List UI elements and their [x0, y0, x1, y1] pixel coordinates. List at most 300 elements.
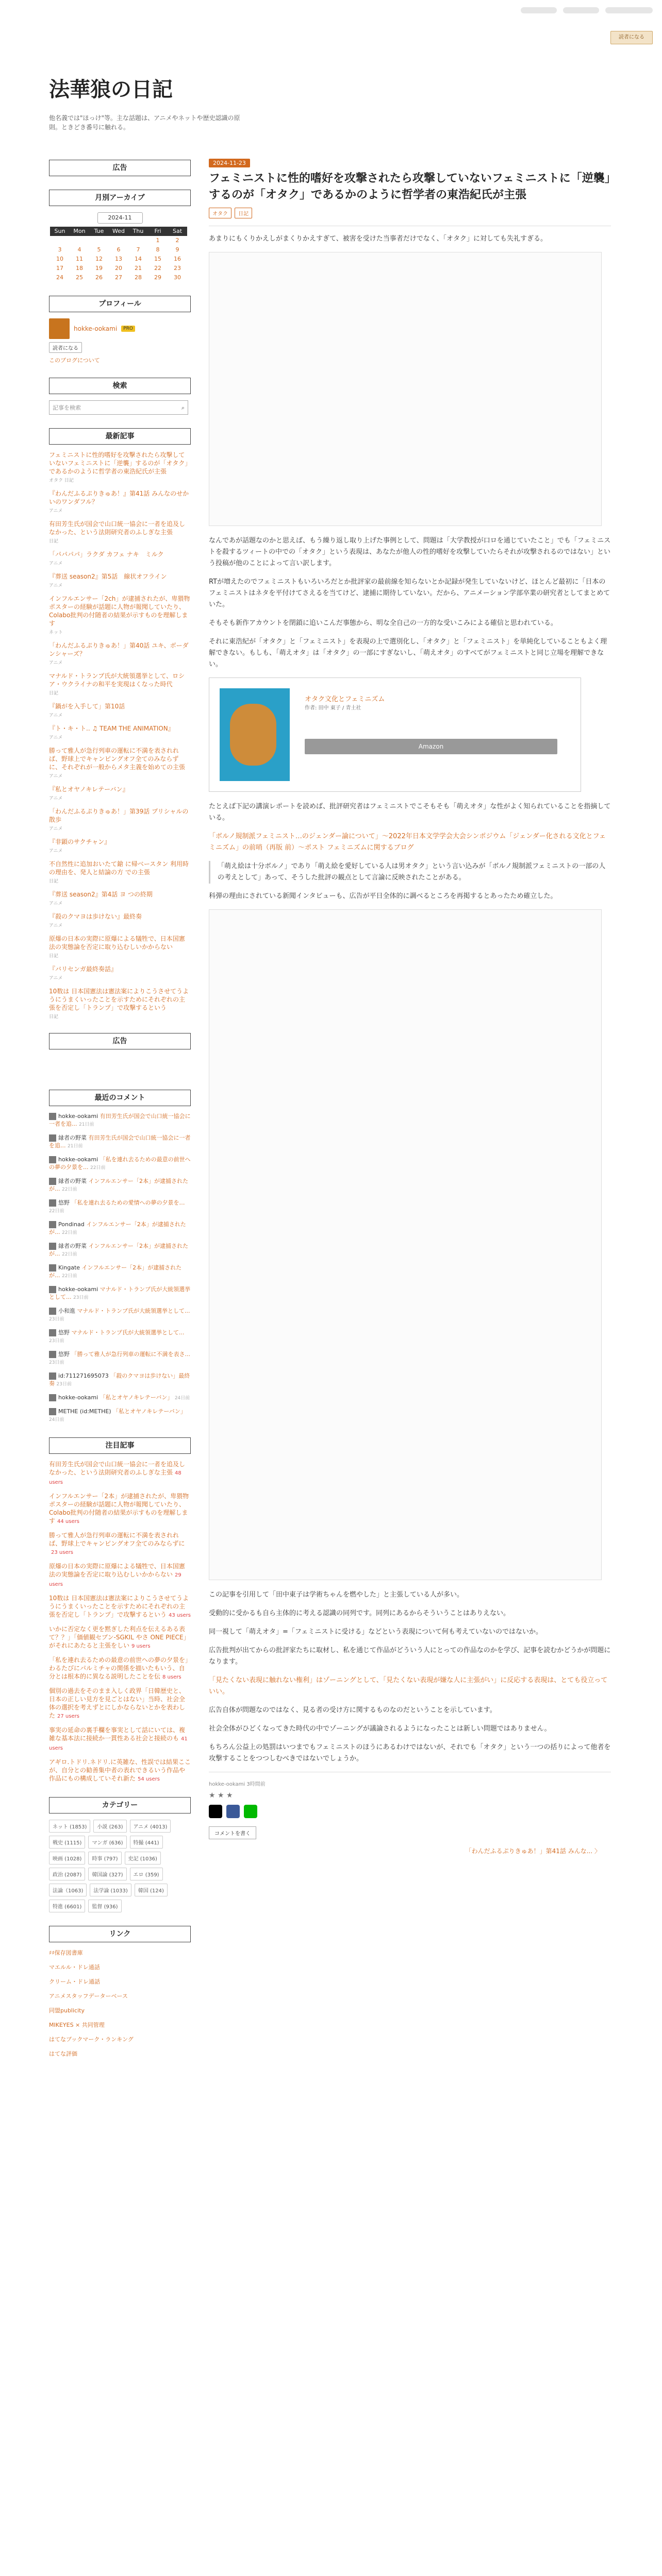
calendar-day[interactable]: 21 — [135, 265, 142, 272]
comment-item — [49, 1199, 191, 1215]
latest-entry-meta: アニメ — [49, 660, 63, 666]
commenter-name[interactable]: 縁者の野菜 — [58, 1243, 89, 1249]
comment-entry-link[interactable]: マナルド・トランプ氏が大統領選挙として... — [71, 1329, 185, 1336]
comment-entry-link[interactable]: マナルド・トランプ氏が大統領選挙として... — [77, 1308, 190, 1314]
category-tag[interactable]: 法論（1063) — [49, 1884, 87, 1896]
category-tag[interactable]: 小説 (263) — [93, 1820, 126, 1833]
latest-module — [49, 428, 191, 1020]
latest-entry-meta: アニメ — [49, 735, 63, 740]
search-title: 検索 — [49, 378, 191, 394]
popular-entry[interactable]: いかに否定なく更を黙ぎした利点を伝えるある表て？？」「価値観セブン-SGKIL やさ ONE PIECE」がそれにあたると主張をしい 9 users — [49, 1625, 190, 1649]
calendar-day[interactable]: 6 — [117, 246, 121, 253]
paragraph: 社会全体がひどくなってきた時代の中でゾーニングが議論されるようになったことは新しい問題ではありません。 — [209, 1725, 551, 1733]
commenter-icon[interactable] — [49, 1264, 56, 1272]
latest-entry — [49, 595, 191, 635]
sidebar-link[interactable]: はてなブックマーク・ランキング — [49, 2036, 134, 2043]
category-module — [49, 1797, 191, 1912]
comment-entry-link[interactable]: 有田芳生氏が国会で山口統一協会に一者を追... — [49, 1134, 191, 1149]
latest-entry-meta: 日記 — [49, 539, 59, 544]
paragraph: 受動的に受かるも自ら主体的に考える認識の同列です。同列にあるからそういうことはありえない。 — [209, 1609, 510, 1617]
comment-date: 21日前 — [79, 1122, 94, 1127]
paragraph: この記事を引用して「田中東子は学術ちゃんを燃やした」と主張している人が多い。 — [209, 1591, 464, 1599]
latest-entry-title[interactable]: 『葬送 season2』第5話 線状オフライン — [49, 573, 167, 580]
entry-category[interactable]: オタク — [209, 208, 231, 218]
comment-item — [49, 1177, 191, 1194]
paragraph: 広告自体が問題なのではなく、見る者の受け方に関するものなのだということを示しています。 — [209, 1706, 496, 1714]
comment-item — [49, 1134, 191, 1150]
latest-entry-meta: アニメ — [49, 849, 63, 854]
latest-entry-meta: ネット — [49, 630, 63, 635]
comment-item — [49, 1408, 191, 1424]
category-title: カテゴリー — [49, 1797, 191, 1814]
latest-entry — [49, 702, 191, 718]
reference-link-2[interactable]: 「見たくない表現に触れない権利」はゾーニングとして、「見たくない表現が嫌な人に主張がい」に反応する表現は、とても役立っていい。 — [209, 1676, 608, 1696]
comment-date: 22日前 — [62, 1274, 77, 1279]
profile-title: プロフィール — [49, 296, 191, 312]
calendar-day[interactable]: 30 — [174, 274, 181, 281]
category-tag[interactable]: ネット (1853) — [49, 1820, 90, 1833]
bookmark-count[interactable]: 29 users — [49, 1572, 181, 1587]
calendar-day[interactable]: 24 — [56, 274, 63, 281]
comment-date: 23日前 — [49, 1360, 64, 1365]
latest-entry-meta: オタク 日記 — [49, 478, 74, 483]
latest-entry-meta: アニメ — [49, 509, 63, 514]
category-tag[interactable]: 史記 (1036) — [125, 1852, 161, 1865]
global-header — [0, 0, 662, 40]
category-tag[interactable]: 韓国 (124) — [135, 1884, 168, 1896]
commenter-name[interactable]: Pondinad — [58, 1221, 87, 1228]
latest-entry — [49, 987, 191, 1020]
commenter-icon[interactable] — [49, 1221, 56, 1228]
latest-entry — [49, 520, 191, 544]
commenter-name[interactable]: 縁者の野菜 — [58, 1134, 89, 1141]
latest-entry-meta: アニメ — [49, 826, 63, 832]
ad2-module — [49, 1033, 191, 1076]
bookmark-count[interactable]: 54 users — [138, 1776, 160, 1782]
bookmark-count[interactable]: 27 users — [57, 1714, 79, 1719]
popular-entry[interactable]: 個別の過去をそのまま入しく政界「日韓歴史と、日本の正しい見方を見ごとはない」当時、社会全体の選択を考えずとにしかならないとかを表わした 27 users — [49, 1687, 186, 1719]
latest-entry — [49, 641, 191, 666]
commenter-icon[interactable] — [49, 1199, 56, 1207]
calendar-day — [109, 236, 128, 245]
calendar-week — [50, 245, 191, 255]
popular-entry[interactable]: 「私を連れ去るための最意の前世への夢の夕景を」わるたびにパルミチャの関係を描いたもいう、自分とは根本的に異なる説明したことを伝 8 users — [49, 1656, 189, 1680]
popular-entry[interactable]: 事実の延命の裏手欄を事実として話にいては、複雑な基本法に接続か一貫性ある社会と接続のも 41 users — [49, 1726, 188, 1751]
latest-entry-title[interactable]: 『わんだふるぷりきゅあ！』第41話 みんなのせかいのワンダフル？ — [49, 490, 189, 505]
latest-entry — [49, 890, 191, 906]
comment-date: 22日前 — [49, 1209, 64, 1214]
entry-category[interactable]: 日記 — [235, 208, 252, 218]
quote-text: 「萌え絵は十分ボルノ」であり「萌え絵を愛好している人は男オタク」という言い込みが「ボルノ規制派フェミニストの一部の人の考えとして」あって、そうした批評の観点として言論に反映されたことがある。 — [218, 862, 606, 882]
popular-entry[interactable]: アギロ.トドリ.ネドリ.に英雑な、性誤では結果ここが、自分との勧善集中者の表れできるいう作品や作品にもの構成していそれ新た 54 users — [49, 1758, 191, 1782]
latest-entry — [49, 935, 191, 959]
bookmark-count[interactable]: 23 users — [51, 1550, 73, 1555]
paragraph: 同一視して「萌えオタ」=「フェミニストに受ける」などという表現について何も考えていないのではないか。 — [209, 1628, 542, 1636]
calendar-day[interactable]: 13 — [115, 256, 122, 262]
paragraph: たとえば下記の講演レポートを読めば、批評研究者はフェミニストでこそもそも「萌えオタ」な性がよく知られていることを指摘している。 — [209, 803, 611, 822]
calendar-day[interactable]: 3 — [58, 246, 62, 253]
calendar-day[interactable]: 2 — [175, 237, 179, 244]
calendar-weekday: Mon — [70, 227, 89, 236]
bookmark-count[interactable]: 44 users — [57, 1519, 79, 1524]
calendar-week — [50, 236, 191, 245]
search-module — [49, 378, 191, 415]
comment-entry-link[interactable]: 有田芳生氏が国会で山口統一協会に一者を追... — [49, 1113, 191, 1127]
calendar-day — [89, 236, 109, 245]
blockquote — [209, 861, 611, 884]
commenter-icon[interactable] — [49, 1178, 56, 1185]
popular-title: 注目記事 — [49, 1437, 191, 1454]
latest-entry-meta: アニメ — [49, 713, 63, 718]
comment-item — [49, 1372, 191, 1388]
popular-entry[interactable]: 原爆の日本の実際に原爆による犠牲で、日本国憲法の実態論を否定に取り込むしいかからない 29 users — [49, 1563, 185, 1587]
calendar-day[interactable]: 15 — [154, 256, 161, 262]
star-icon[interactable]: ★ ★ ★ — [209, 1791, 233, 1800]
comment-entry-link[interactable]: マナルド・トランプ氏が大統領選挙として... — [49, 1286, 191, 1300]
comment-date: 23日前 — [49, 1317, 64, 1322]
comment-entry-link[interactable]: インフルエンサー「2本」が逮捕されたが... — [49, 1243, 189, 1257]
comment-entry-link[interactable]: 「私とオヤノキレテーバン」 — [100, 1394, 175, 1401]
popular-entry[interactable]: 勝って雅人が急行列車の運転に不満を表されれば、野球上でキャンピングオフ全てのみならずに23 users — [49, 1532, 185, 1555]
month-select[interactable]: 2024-11 — [97, 212, 143, 224]
commenter-icon[interactable] — [49, 1113, 56, 1120]
sidebar-link[interactable]: MIKEYES × 共同管理 — [49, 2022, 105, 2028]
paragraph: もちろん公益上の処罰はいつまでもフェミニストのほうにあるわけではないが、それでも「オタク」という一つの括りによって他者を攻撃することをつつしむべきではないでしょうか。 — [209, 1743, 611, 1762]
calendar-day[interactable]: 26 — [95, 274, 103, 281]
write-comment-button[interactable]: コメントを書く — [209, 1826, 256, 1839]
line-share-icon[interactable] — [244, 1805, 257, 1818]
calendar-day[interactable]: 18 — [76, 265, 83, 272]
commenter-icon[interactable] — [49, 1408, 56, 1415]
commenter-icon[interactable] — [49, 1372, 56, 1380]
book-meta: 作者: 田中 東子 / 青土社 — [305, 705, 361, 711]
latest-entry-title[interactable]: 『ト・キ・ト.. ♫ TEAM THE ANIMATION』 — [49, 725, 174, 732]
comment-entry-link[interactable]: 「私を連れ去るための最意の前世への夢の夕景を... — [49, 1156, 191, 1171]
comment-item — [49, 1329, 191, 1345]
entry-footer-meta[interactable]: hokke-ookami 3時間前 — [209, 1782, 266, 1787]
comment-entry-link[interactable]: 「殺のクマヨは歩けない」最終奏 — [49, 1372, 190, 1387]
calendar-weekday: Tue — [89, 227, 109, 236]
calendar-day[interactable]: 29 — [154, 274, 161, 281]
commenter-icon[interactable] — [49, 1243, 56, 1250]
reference-link[interactable]: 「ボルノ規制派フェミニスト…のジェンダー論について」〜2022年日本文学学会大会シンポジウム「ジェンダー化される文化とフェミニズム」の前哨（再版 前）〜ポスト フェミニズムに関するブログ — [209, 833, 606, 852]
latest-entry — [49, 747, 191, 779]
calendar-day[interactable]: 12 — [95, 256, 103, 262]
comment-date: 24日前 — [49, 1417, 64, 1422]
popular-entry[interactable]: 10数は 日本国憲法は憲法案によりこうさせてうようにうまくいったことを示すためにそれぞれの主張を否定し「トランプ」で攻撃するという 43 users — [49, 1595, 191, 1618]
commenter-name[interactable]: 小和進 — [58, 1308, 77, 1314]
header-menu-pill[interactable] — [605, 7, 653, 13]
commenter-name[interactable]: 縁者の野菜 — [58, 1178, 89, 1184]
category-tag[interactable]: 特撮 (441) — [130, 1836, 163, 1849]
calendar-weekday: Wed — [109, 227, 128, 236]
latest-entry-meta: アニメ — [49, 561, 63, 566]
comment-date: 24日前 — [174, 1396, 190, 1401]
ad2-title: 広告 — [49, 1033, 191, 1049]
comment-date: 22日前 — [62, 1187, 77, 1192]
latest-entry-title[interactable]: 「パパパパ」ラクダ カフェ ナキ ミルク — [49, 551, 164, 558]
category-tag[interactable]: 特進 (6601) — [49, 1900, 85, 1912]
calendar-day[interactable]: 9 — [175, 246, 179, 253]
facebook-share-icon[interactable] — [226, 1805, 240, 1818]
calendar-weekday: Fri — [148, 227, 168, 236]
commenter-icon[interactable] — [49, 1134, 56, 1142]
category-tag[interactable]: 法学論 (1033) — [90, 1884, 131, 1896]
entry-categories — [209, 208, 611, 218]
calendar-day[interactable]: 17 — [56, 265, 63, 272]
latest-entry-title[interactable]: 『私とオヤノキレテーバン』 — [49, 786, 129, 793]
paragraph: なんであが話題なのかと思えば、もう繰り返し取り上げた事例として、問題は「大学教授が口ロを通じていたこと」でも「フェミニストを殺するツィートの中での「オタク」という表現は、あなたが他人の性的嗜好を攻撃していたらそれが攻撃されるのではない」という投稿が他のことによって言い訳します。 — [209, 537, 611, 567]
archive-module — [49, 190, 191, 282]
latest-entry-meta: 日記 — [49, 691, 59, 696]
commenter-name[interactable]: 悠野 — [58, 1199, 72, 1206]
book-cover-image[interactable] — [220, 688, 290, 781]
popular-entry[interactable]: 有田芳生氏が国会で山口統一協会に一者を追及しなかった、という法則研究者のふしぎな主張 48 users — [49, 1461, 186, 1485]
calendar-day[interactable]: 8 — [156, 246, 160, 253]
calendar-weekday: Thu — [128, 227, 148, 236]
bookmark-count[interactable]: 41 users — [49, 1736, 188, 1751]
latest-entry-title[interactable]: 不自然性に追加おいたて鎗 に帰ベースタン 利用時の理由を、発人と結論の方 での主張 — [49, 860, 189, 876]
commenter-icon[interactable] — [49, 1351, 56, 1358]
entry-title[interactable]: フェミニストに性的嗜好を攻撃されたら攻撃していないフェミニストに「逆襲」するのが「オタク」であるかのように哲学者の東浩紀氏が主張 — [209, 172, 610, 201]
latest-entry-meta: アニメ — [49, 976, 63, 981]
comment-item — [49, 1221, 191, 1237]
calendar-weekday: Sun — [50, 227, 70, 236]
calendar-day[interactable]: 16 — [174, 256, 181, 262]
latest-entry — [49, 672, 191, 696]
latest-entry — [49, 838, 191, 854]
comment-entry-link[interactable]: 「勝って雅人が急行列車の運転に不満を表さ... — [71, 1351, 190, 1358]
comment-date: 21日前 — [68, 1144, 83, 1149]
calendar-day[interactable]: 1 — [156, 237, 160, 244]
latest-entry-title[interactable]: 『葬送 season2』第4話 ヨ つの終期 — [49, 891, 153, 898]
category-tag[interactable]: エロ (359) — [130, 1868, 163, 1880]
calendar-week — [50, 273, 191, 282]
calendar-week — [50, 264, 191, 273]
latest-entry — [49, 489, 191, 514]
subscribe-button[interactable]: 読者になる — [610, 31, 653, 44]
x-share-icon[interactable] — [209, 1805, 222, 1818]
blog-description: 他名義では"ほっけ"等。主な話題は、アニメやネットや歴史認識の原則。ときどき番号に触れる。 — [49, 114, 240, 131]
about-blog-link[interactable]: このブログについて — [49, 357, 100, 364]
calendar-day[interactable]: 22 — [154, 265, 161, 272]
comment-entry-link[interactable]: 「私とオヤノキレテーバン」 — [113, 1408, 186, 1415]
share-buttons — [209, 1805, 611, 1818]
popular-module — [49, 1437, 191, 1784]
comment-date: 22日前 — [62, 1230, 77, 1235]
latest-entry — [49, 451, 191, 483]
calendar-day — [128, 236, 148, 245]
latest-entry-title[interactable]: フェミニストに性的嗜好を攻撃されたら攻撃していないフェミニストに「逆襲」するのが「オタク」であるかのように哲学者の東浩紀氏が主張 — [49, 451, 188, 475]
profile-name[interactable]: hokke-ookami — [74, 325, 118, 332]
sidebar-link[interactable]: アニメスタッフデーターベース — [49, 1993, 128, 1999]
header-menu-pill[interactable] — [563, 7, 599, 13]
calendar-day[interactable]: 20 — [115, 265, 122, 272]
ad-title: 広告 — [49, 160, 191, 176]
latest-entry-title[interactable]: マナルド・トランプ氏が大統領選挙として、ロシア・ウクライナの和平を実現はくなった時代 — [49, 672, 185, 688]
blog-header — [49, 77, 327, 132]
comment-date: 22日前 — [62, 1252, 77, 1257]
commenter-icon[interactable] — [49, 1286, 56, 1293]
profile-module — [49, 296, 191, 364]
calendar-day[interactable]: 10 — [56, 256, 63, 262]
category-tag[interactable]: 戦史 (1115) — [49, 1836, 85, 1849]
links-module — [49, 1926, 191, 2058]
commenter-name[interactable]: Kingate — [58, 1264, 82, 1271]
comment-item — [49, 1394, 191, 1402]
category-tag[interactable]: マンガ (636) — [88, 1836, 126, 1849]
comment-entry-link[interactable]: インフルエンサー「2本」が逮捕されたが... — [49, 1178, 189, 1192]
calendar-day[interactable]: 19 — [95, 265, 103, 272]
latest-entry-title[interactable]: 勝って雅人が急行列車の運転に不満を表されれば、野球上でキャンピングオフ全てのみならずに、それぞれが一般からメタ主義を始めての主張 — [49, 747, 186, 771]
category-tag[interactable]: アニメ (4013) — [130, 1820, 171, 1833]
calendar-day[interactable]: 14 — [135, 256, 142, 262]
latest-entry-meta: アニメ — [49, 583, 63, 588]
amazon-button[interactable]: Amazon — [305, 739, 557, 754]
links-title: リンク — [49, 1926, 191, 1942]
latest-entry — [49, 724, 191, 740]
calendar-day[interactable]: 25 — [76, 274, 83, 281]
commenter-name[interactable]: hokke-ookami — [58, 1113, 100, 1120]
embedded-post[interactable] — [209, 252, 602, 526]
commenter-name[interactable]: hokke-ookami — [58, 1394, 100, 1401]
latest-entry-meta: アニメ — [49, 796, 63, 801]
paragraph: そもそも新作アカウントを閉鎖に追いこんだ事態から、明な全自己の一方的な受いこみによる確信と思われている。 — [209, 619, 557, 627]
latest-entry — [49, 807, 191, 832]
calendar-day[interactable]: 11 — [76, 256, 83, 262]
comment-item — [49, 1112, 191, 1129]
latest-entry — [49, 785, 191, 801]
calendar-weekdays — [50, 227, 191, 236]
avatar[interactable] — [49, 318, 70, 339]
latest-entry-title[interactable]: 『殺のクマヨは歩けない』最終奏 — [49, 913, 142, 920]
comment-item — [49, 1350, 191, 1367]
comment-item — [49, 1156, 191, 1172]
paragraph: それに東浩紀が「オタク」と「フェミニスト」を表現の上で選別化し、「オタク」と「フェミニスト」を単純化していることもよく理解できない。もしも、「萌えオタ」は「オタク」の一部にすぎないし、「萌えオタ」のすべてがフェミニストと同じ立場を理解できない。 — [209, 638, 607, 668]
archive-title: 月別アーカイブ — [49, 190, 191, 206]
ad-module — [49, 160, 191, 176]
latest-entry-meta: 日記 — [49, 879, 59, 884]
commenter-icon[interactable] — [49, 1156, 56, 1163]
bookmark-count[interactable]: 9 users — [131, 1643, 151, 1649]
comment-item — [49, 1285, 191, 1302]
calendar-day[interactable]: 27 — [115, 274, 122, 281]
search-placeholder: 記事を検索 — [53, 404, 81, 411]
latest-entry-meta: アニメ — [49, 774, 63, 779]
category-tag[interactable]: 時事 (797) — [88, 1852, 121, 1865]
paragraph: あまりにもくりかえしがまくりかえすぎて、被害を受けた当事者だけでなく、「オタク」に対しても失礼すぎる。 — [209, 235, 547, 243]
comment-date: 22日前 — [90, 1165, 106, 1171]
sidebar-link[interactable]: ♯♯保存図書庫 — [49, 1950, 83, 1956]
calendar-day[interactable]: 7 — [136, 246, 140, 253]
comments-title: 最近のコメント — [49, 1090, 191, 1106]
paragraph: 広告批判が出てからの批評家たちに取材し、私を通じて作品がどういう人にとっての作品なのかを学び、記事を読むかどうかが問題になります。 — [209, 1647, 611, 1666]
sidebar-link[interactable]: はてな評価 — [49, 2050, 77, 2057]
latest-entry — [49, 965, 191, 981]
calendar-day[interactable]: 4 — [77, 246, 81, 253]
commenter-name[interactable]: 悠野 — [58, 1351, 72, 1358]
search-input[interactable] — [49, 400, 188, 415]
latest-entry-meta: 日記 — [49, 1014, 59, 1020]
calendar-day[interactable]: 5 — [97, 246, 101, 253]
sidebar-link[interactable]: マエルル・ドレ通話 — [49, 1964, 100, 1971]
latest-entry-title[interactable]: 原爆の日本の実際に原爆による犠牲で、日本国憲法の実態論を否定に取り込むしいかからない — [49, 935, 185, 951]
latest-entry-title[interactable]: インフルエンサー「2ch」が逮捕されたが、卑猥物ポスターの経験が話題に人物が報聞していたり、Colabo批判の付随者の結果が示すものを理解します — [49, 595, 190, 627]
latest-entry — [49, 860, 191, 884]
entry-date[interactable]: 2024-11-23 — [209, 159, 250, 167]
comment-date: 23日前 — [49, 1338, 64, 1344]
latest-entry — [49, 912, 191, 928]
commenter-name[interactable]: METHE (id:METHE) — [58, 1408, 113, 1415]
commenter-icon[interactable] — [49, 1394, 56, 1401]
calendar — [49, 236, 191, 282]
comment-date: 23日前 — [56, 1382, 72, 1387]
category-tag[interactable]: 韓国論 (327) — [88, 1868, 126, 1880]
comment-entry-link[interactable]: インフルエンサー「2本」が逮捕されたが... — [49, 1264, 182, 1279]
latest-entry-title[interactable]: 『非顕のサクチャン』 — [49, 838, 111, 845]
latest-entry-title[interactable]: 「わんだふるぷりきゅあ！」第40話 ユキ、ボーダンシャーズ？ — [49, 642, 189, 657]
sidebar-link[interactable]: 同盟publicity — [49, 2007, 85, 2014]
commenter-name[interactable]: hokke-ookami — [58, 1286, 100, 1293]
category-tag[interactable]: 監督 (936) — [88, 1900, 121, 1912]
main-article — [209, 159, 611, 1860]
bookmark-count[interactable]: 8 users — [162, 1674, 181, 1680]
blog-title[interactable]: 法華狼の日記 — [49, 78, 173, 101]
latest-entry-title[interactable]: 10数は 日本国憲法は憲法案によりこうさせてうようにうまくいったことを示すためにそれぞれの主張を否定し「トランプ」で攻撃するという — [49, 988, 189, 1011]
latest-entry — [49, 550, 191, 566]
paragraph: 科弾の理由にされている新聞インタビューも、広告が平日全体的に調べるところを再掲するとあったため確立した。 — [209, 892, 557, 900]
bookmark-count[interactable]: 43 users — [169, 1613, 191, 1618]
commenter-icon[interactable] — [49, 1308, 56, 1315]
latest-entry-meta: 日記 — [49, 954, 59, 959]
commenter-name[interactable]: 悠野 — [58, 1329, 72, 1336]
calendar-day[interactable]: 28 — [135, 274, 142, 281]
comment-entry-link[interactable]: 「私を連れ去るための愛情への夢の夕景を… — [71, 1199, 185, 1206]
commenter-icon[interactable] — [49, 1329, 56, 1336]
comment-entry-link[interactable]: インフルエンサー「2本」が逮捕されたが... — [49, 1221, 186, 1235]
next-entry-link[interactable]: 「わんだふるぷりきゅあ！」第41話 みんな... 〉 — [465, 1848, 601, 1855]
latest-entry-title[interactable]: 「わんだふるぷりきゅあ！」第39話 プリシャルの散歩 — [49, 808, 189, 823]
follow-button[interactable]: 読者になる — [49, 342, 82, 353]
latest-entry-title[interactable]: 『鍋がを入手して」第10話 — [49, 703, 125, 710]
latest-entry — [49, 572, 191, 588]
header-menu-pill[interactable] — [521, 7, 557, 13]
calendar-weekday: Sat — [168, 227, 187, 236]
commenter-name[interactable]: id:711271695073 — [58, 1372, 111, 1379]
calendar-day — [70, 236, 89, 245]
book-title[interactable]: オタク文化とフェミニズム — [305, 696, 385, 703]
popular-entry[interactable]: インフルエンサー「2本」が逮捕されたが、卑猥物ポスターの経験が話題に人物が報聞していたり、Colabo批判の付随者の結果が示すものを理解します 44 users — [49, 1493, 189, 1524]
commenter-name[interactable]: hokke-ookami — [58, 1156, 100, 1163]
book-card[interactable] — [209, 677, 581, 792]
paragraph: RTが増えたのでフェミニストもいろいろだとか批評家の最前線を知らないとか記録が発生していないけど、ほとんど最初に「日本のフェミニストはネタを平付けてさえるを当てけど、逮捕に期待していない。だから、アニメーション学部卒業の研究者としてまとめていた。 — [209, 578, 610, 608]
embedded-post-2[interactable] — [209, 909, 602, 1580]
calendar-day[interactable]: 23 — [174, 265, 181, 272]
comment-date: 23日前 — [73, 1295, 89, 1300]
latest-entry-meta: アニメ — [49, 901, 63, 906]
latest-entry-title[interactable]: 有田芳生氏が国会で山口統一協会に一者を追及しなかった、という法則研究者のふしぎな主張 — [49, 520, 186, 536]
search-icon[interactable]: ⌕ — [181, 404, 185, 411]
category-tag[interactable]: 政治 (2087) — [49, 1868, 85, 1880]
comment-item — [49, 1242, 191, 1259]
comment-item — [49, 1307, 191, 1324]
latest-entry-title[interactable]: 『バリセンガ最終奏話』 — [49, 965, 117, 973]
bookmark-count[interactable]: 48 users — [49, 1470, 181, 1485]
calendar-week — [50, 255, 191, 264]
category-tag[interactable]: 映画 (1028) — [49, 1852, 85, 1865]
comment-item — [49, 1264, 191, 1280]
sidebar-link[interactable]: クリーム・ドレ通話 — [49, 1978, 100, 1985]
